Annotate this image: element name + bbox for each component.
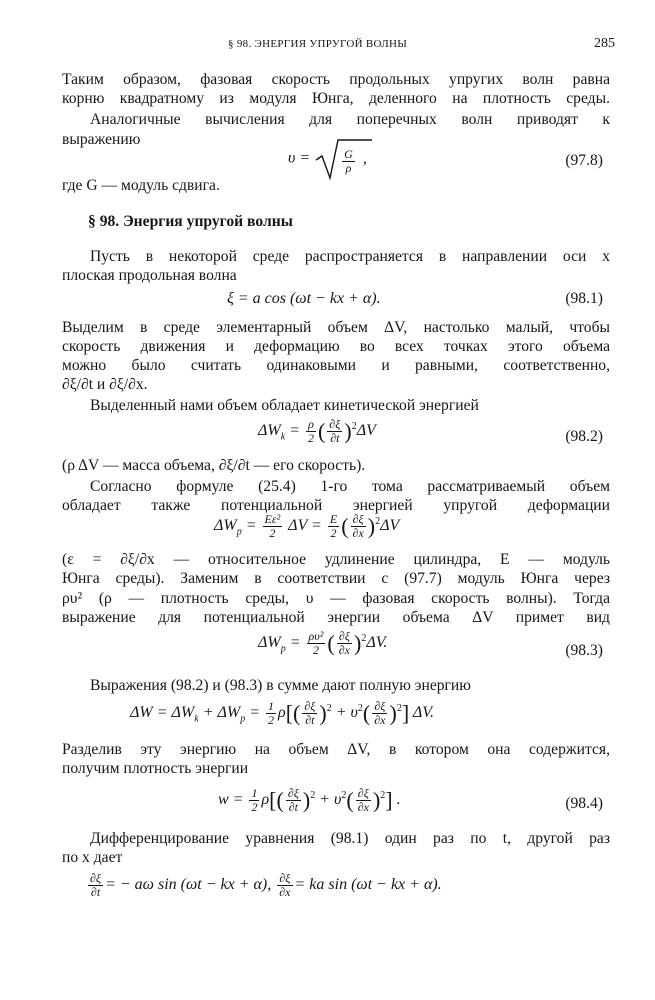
eq-98-4-rho: ρ xyxy=(261,791,270,809)
para8-line1: (ε = ∂ξ/∂x — относительное удлинение цилиндра, E — модуль xyxy=(62,551,610,568)
eq-total-v-square: 2 xyxy=(357,702,363,714)
eq-98-3-square: 2 xyxy=(361,632,367,644)
para3-line2: плоская продольная волна xyxy=(62,267,237,284)
eq-total-frac2-den: ∂x xyxy=(374,713,386,727)
eq-98-2-tail: ΔV xyxy=(356,422,376,440)
eq-98-3-tail: ΔV. xyxy=(366,634,388,652)
eq-pot-lhs-sub: p xyxy=(236,526,242,538)
eq-deriv-frac1-num: ∂ξ xyxy=(90,871,102,885)
eq-98-4-plus-v: + υ xyxy=(319,791,342,809)
equation-97-8 xyxy=(288,138,401,180)
paren-close: ) xyxy=(344,418,352,444)
eq-98-3-frac2-den: ∂x xyxy=(338,643,350,657)
eq-pot-frac1-num: Eε² xyxy=(264,512,281,526)
eq-98-4-tail: . xyxy=(396,791,401,809)
eq-pot-frac3-den: ∂x xyxy=(352,526,364,540)
eq-total-frac1-den: ∂t xyxy=(305,713,315,727)
paren-close: ) xyxy=(389,700,397,726)
page-header xyxy=(60,38,615,56)
para8-line2: Юнга среды). Заменим в соответствии с (97.7) модуль Юнга через xyxy=(62,570,610,587)
eq-total-sub-k: k xyxy=(194,713,199,725)
eq-total-lhs: ΔW = ΔW xyxy=(130,704,195,722)
bracket-close: ] xyxy=(385,787,393,813)
eq-deriv-frac2 xyxy=(277,872,292,899)
eq-98-2-frac2 xyxy=(327,418,342,445)
paren-open: ( xyxy=(341,513,349,539)
eq-97-8-lhs: υ = xyxy=(288,149,311,167)
eq-98-2-square: 2 xyxy=(351,420,357,432)
eq-number-97-8: (97.8) xyxy=(565,152,603,169)
para4-line1: Выделим в среде элементарный объем ΔV, настолько малый, чтобы xyxy=(62,319,610,336)
eq-97-8-fraction xyxy=(342,148,355,175)
eq-total-plus-v: + υ xyxy=(335,704,358,722)
eq-98-2-lhs-sub: k xyxy=(280,431,286,443)
eq-pot-frac2 xyxy=(328,513,339,540)
eq-total-half xyxy=(266,700,276,727)
eq-98-3-frac2 xyxy=(337,630,352,657)
equation-total-energy xyxy=(130,700,434,727)
eq-pot-tail: ΔV xyxy=(380,517,400,535)
eq-number-98-2: (98.2) xyxy=(565,428,603,445)
paren-open: ( xyxy=(362,700,371,726)
eq-pot-frac3 xyxy=(351,513,366,540)
eq-98-2-frac1-num: ρ xyxy=(306,418,316,432)
paren-open: ( xyxy=(327,630,335,656)
eq-total-square-1: 2 xyxy=(326,702,332,714)
eq-total-plus: + ΔW xyxy=(202,704,241,722)
eq-total-tail: ΔV. xyxy=(412,704,434,722)
eq-98-2-frac1 xyxy=(306,418,316,445)
equation-98-1: ξ = a cos (ωt − kx + α). xyxy=(227,290,381,307)
paren-close: ) xyxy=(319,700,327,726)
eq-total-frac2-num: ∂ξ xyxy=(372,700,387,714)
eq-deriv-frac1-den: ∂t xyxy=(90,885,101,899)
paren-close: ) xyxy=(353,630,362,656)
eq-98-3-frac1-num: ρυ² xyxy=(308,629,324,643)
paren-close: ) xyxy=(372,787,381,813)
eq-deriv-frac1 xyxy=(88,872,103,899)
para1-line1: Таким образом, фазовая скорость продольных упругих волн равна xyxy=(62,71,610,88)
equation-potential xyxy=(214,513,399,540)
para3-line1: Пусть в некоторой среде распространяется в направлении оси x xyxy=(90,248,610,265)
eq-pot-frac1-den: 2 xyxy=(269,526,276,540)
eq-98-3-frac2-num: ∂ξ xyxy=(337,630,352,644)
paren-close: ) xyxy=(302,787,311,813)
eq-pot-square: 2 xyxy=(375,515,381,527)
eq-number-98-4: (98.4) xyxy=(565,795,603,812)
para7-line1: Согласно формуле (25.4) 1-го тома рассматриваемый объем xyxy=(90,478,610,495)
eq-98-4-frac2 xyxy=(356,787,371,814)
eq-98-2-frac2-num: ∂ξ xyxy=(329,417,341,431)
eq-98-4-square-2: 2 xyxy=(380,789,386,801)
eq-98-4-frac2-num: ∂ξ xyxy=(356,787,371,801)
para10-line2: получим плотность энергии xyxy=(62,760,249,777)
eq-pot-frac2-num: E xyxy=(329,512,338,526)
eq-pot-eq: = xyxy=(245,517,257,535)
eq-pot-lhs: ΔW xyxy=(214,517,237,535)
eq-number-98-1: (98.1) xyxy=(565,290,603,307)
para2-line2: выражению xyxy=(62,131,141,148)
eq-deriv-frac2-num: ∂ξ xyxy=(277,872,292,886)
eq-total-half-den: 2 xyxy=(268,713,274,727)
eq-total-square-2: 2 xyxy=(396,702,402,714)
eq-total-eq: = xyxy=(249,704,260,722)
para7-line2: обладает также потенциальной энергией упругой деформации xyxy=(62,497,610,514)
eq-98-3-frac1 xyxy=(307,630,326,657)
para11-line2: по x дает xyxy=(62,849,123,866)
bracket-open: [ xyxy=(269,787,277,813)
eq-97-8-den: ρ xyxy=(345,160,352,175)
equation-98-4 xyxy=(218,787,401,814)
para4-line2: скорость движения и деформацию во всех точках этого объема xyxy=(62,338,610,355)
eq-98-4-lhs: w = xyxy=(218,791,244,809)
eq-98-2-eq: = xyxy=(289,422,300,440)
eq-deriv-frac2-den: ∂x xyxy=(279,885,291,899)
eq-98-4-square-1: 2 xyxy=(310,789,316,801)
para8-line4: выражение для потенциальной энергии объема ΔV примет вид xyxy=(62,609,610,626)
eq-pot-frac1 xyxy=(263,513,283,540)
paren-open: ( xyxy=(317,418,326,444)
para9-line1: Выражения (98.2) и (98.3) в сумме дают полную энергию xyxy=(90,677,471,694)
paren-close: ) xyxy=(367,513,376,539)
eq-total-frac2 xyxy=(372,700,387,727)
eq-98-4-v-square: 2 xyxy=(341,789,347,801)
equation-98-2 xyxy=(258,418,376,445)
eq-98-4-frac2-den: ∂x xyxy=(357,800,369,814)
page-number: 285 xyxy=(594,36,615,51)
eq-pot-frac2-den: 2 xyxy=(330,526,337,540)
eq-98-2-frac1-den: 2 xyxy=(307,431,314,445)
eq-98-4-frac1-num: ∂ξ xyxy=(287,786,299,800)
para5-line1: Выделенный нами объем обладает кинетической энергией xyxy=(90,397,479,414)
eq-98-4-frac1-den: ∂t xyxy=(288,800,298,814)
eq-98-4-half-den: 2 xyxy=(251,800,258,814)
para10-line1: Разделив эту энергию на объем ΔV, в котором она содержится, xyxy=(62,741,610,758)
equation-98-3 xyxy=(258,630,387,657)
eq-98-4-half-num: 1 xyxy=(251,786,258,800)
equation-derivatives xyxy=(86,872,442,899)
where-g-line: где G — модуль сдвига. xyxy=(62,177,220,194)
eq-98-3-eq: = xyxy=(289,634,301,652)
eq-total-half-num: 1 xyxy=(268,699,274,713)
para1-line2: корню квадратному из модуля Юнга, деленного на плотность среды. xyxy=(62,90,610,107)
eq-total-sub-p: p xyxy=(240,713,246,725)
para6-line1: (ρ ΔV — масса объема, ∂ξ/∂t — его скорость). xyxy=(62,457,366,474)
running-title: § 98. ЭНЕРГИЯ УПРУГОЙ ВОЛНЫ xyxy=(228,38,408,50)
section-title: § 98. Энергия упругой волны xyxy=(88,213,293,230)
eq-total-frac1 xyxy=(302,700,317,727)
eq-pot-mid: ΔV = xyxy=(288,517,322,535)
para2-line1: Аналогичные вычисления для поперечных волн приводят к xyxy=(90,111,610,128)
eq-98-4-frac1 xyxy=(286,787,301,814)
paren-open: ( xyxy=(293,700,301,726)
eq-98-3-frac1-den: 2 xyxy=(312,643,319,657)
para11-line1: Дифференцирование уравнения (98.1) один раз по t, другой раз xyxy=(90,830,610,847)
eq-number-98-3: (98.3) xyxy=(565,642,603,659)
eq-97-8-tail: , xyxy=(362,149,367,167)
para8-line3: ρυ² (ρ — плотность среды, υ — фазовая скорость волны). Тогда xyxy=(62,590,610,607)
eq-pot-frac3-num: ∂ξ xyxy=(351,513,366,527)
eq-98-4-half xyxy=(249,787,259,814)
eq-deriv-part1: = − aω sin (ωt − kx + α), xyxy=(105,876,272,894)
para4-line3: можно было считать одинаковыми и равными, соответственно, xyxy=(62,357,610,374)
eq-98-3-lhs-sub: p xyxy=(280,643,286,655)
bracket-close: ] xyxy=(401,700,410,726)
paren-open: ( xyxy=(276,787,284,813)
para4-line4: ∂ξ/∂t и ∂ξ/∂x. xyxy=(62,376,148,393)
eq-97-8-num: G xyxy=(344,146,353,161)
bracket-open: [ xyxy=(285,700,294,726)
eq-total-frac1-num: ∂ξ xyxy=(304,699,316,713)
eq-98-3-lhs: ΔW xyxy=(258,634,281,652)
eq-98-2-lhs: ΔW xyxy=(258,422,281,440)
eq-deriv-part2: = ka sin (ωt − kx + α). xyxy=(294,876,442,894)
eq-total-rho: ρ xyxy=(278,704,286,722)
eq-98-2-frac2-den: ∂t xyxy=(330,431,340,445)
paren-open: ( xyxy=(346,787,354,813)
